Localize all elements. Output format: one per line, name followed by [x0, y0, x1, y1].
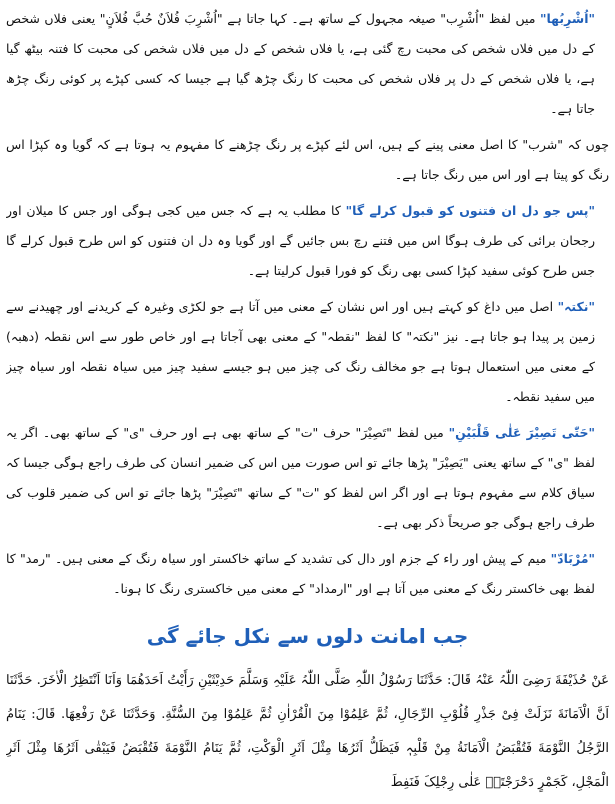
paragraph-text: میں لفظ "اُشْرِب" صیغہ مجہول کے ساتھ ہے۔ کہا جاتا ہے "اُشْرِبَ فُلاَنٌ حُبَّ فُلاَنٍ" یعنی فلاں شخص کے دل میں فلاں شخص کی محبت رچ گئی ہے، یا فلاں شخص کے دل میں فلاں شخص کی محبت کا فتنہ بیٹھ گیا ہے، یا فلاں شخص کے دل پر فلاں شخص کی محبت کا رنگ چڑھ گیا ہے جیسا کہ کسی کپڑے پر کوئی رنگ چڑھ جاتا ہے۔ [6, 11, 595, 116]
paragraph-text: میں لفظ "تَصِیْرَ" حرف "ت" کے ساتھ بھی ہے اور حرف "ی" کے ساتھ بھی۔ اگر یہ لفظ "ی" کے ساتھ یعنی "یَصِیْرَ" پڑھا جائے تو اس صورت میں اس کی ضمیر انسان کی طرف راجع ہوگی جیسا کہ سیاق کلام سے مفہوم ہوتا ہے اور اگر اس لفظ کو "ت" کے ساتھ "تَصِیْرَ" پڑھا جائے تو اس کی ضمیر قلوب کی طرف راجع ہوگی جو صریحاً ذکر بھی ہے۔ [6, 425, 595, 530]
paragraph-text: اصل میں داغ کو کہتے ہیں اور اس نشان کے معنی میں آتا ہے جو لکڑی وغیرہ کے کریدنے اور چھیدنے سے زمین پر پیدا ہو جاتا ہے۔ نیز "نکتہ" کا لفظ "نقطہ" کے معنی بھی آجاتا ہے اور خاص طور سے اس نقطہ (دھبہ) کے معنی میں استعمال ہوتا ہے جو مخالف رنگ کی چیز میں ہو جیسے سفید چیز میں سیاہ نقطہ اور سیاہ چیز میں سفید نقطہ۔ [6, 299, 595, 404]
paragraph-text: کا مطلب یہ ہے کہ جس میں کجی ہوگی اور جس کا میلان اور رجحان برائی کی طرف ہوگا اس میں فتنے رچ بس جائیں گے اور گویا وہ دل ان فتنوں کو اس طرح قبول کرلے گا جس طرح کوئی سفید کپڑا کسی بھی رنگ کو فورا قبول کرلیتا ہے۔ [6, 203, 595, 278]
term-nukta: "نکتہ" [557, 299, 595, 314]
term-tasira: "حَتّٰی تَصِیْرَ عَلٰی قَلْبَیْنِ" [448, 425, 596, 440]
hadith-arabic-text: عَنْ حُذَیْفَةَ رَضِیَ اللّٰہُ عَنْہُ قَالَ: حَدَّثَنَا رَسُوْلُ اللّٰہِ صَلَّی اللّٰہُ عَلَیْہِ وَسَلَّمَ حَدِیْثَیْنِ رَأَیْتُ اَحَدَھُمَا وَاَنَا اَنْتَظِرُ الْاٰخَرَ. حَدَّثَنَا اَنَّ الْاَمَانَةَ نَزَلَتْ فِیْ جَذْرِ قُلُوْبِ الرِّجَالِ، ثُمَّ عَلِمُوْا مِنَ الْقُرْاٰنِ ثُمَّ عَلِمُوْا مِنَ السُّنَّةِ. وَحَدَّثَنَا عَنْ رَفْعِھَا. قَالَ: یَنَامُ الرَّجُلُ النَّوْمَةَ فَتُقْبَضُ الْاَمَانَةُ مِنْ قَلْبِہٖ فَیَظَلُّ اَثَرُھَا مِثْلَ اَثَرِ الْوَکْتِ، ثُمَّ یَنَامُ النَّوْمَةَ فَتُقْبَضُ فَیَبْقٰی اَثَرُھَا مِثْلَ اَثَرِ الْمَجْلِ، کَجَمْرٍ دَحْرَجْتَہٗ عَلٰی رِجْلِکَ فَنَفِطَ [6, 673, 609, 790]
paragraph-text: چوں کہ "شرب" کا اصل معنی پینے کے ہیں، اس لئے کپڑے پر رنگ چڑھنے کا مفہوم یہ ہوتا ہے کہ گویا وہ کپڑا اس رنگ کو پیتا ہے اور اس میں رنگ جاتا ہے۔ [6, 137, 609, 182]
document-page [6, 4, 609, 800]
paragraph-shurb [6, 130, 609, 190]
term-fitan: "پس جو دل ان فتنوں کو قبول کرلے گا" [345, 203, 595, 218]
term-ushribu: "اُشْرِبُھا" [539, 11, 595, 26]
paragraph-ushribu [6, 4, 609, 124]
paragraph-fitan [6, 196, 609, 286]
term-murbadd: "مُرْبَادّ" [550, 551, 595, 566]
paragraph-text: میم کے پیش اور راء کے جزم اور دال کی تشدید کے ساتھ خاکستر اور سیاہ رنگ کے معنی ہیں۔ "رمد" کا لفظ بھی خاکستر رنگ کے معنی میں آتا ہے اور "ارمداد" کے معنی میں خاکستری رنگ کا ہونا۔ [6, 551, 595, 596]
paragraph-murbadd [6, 544, 609, 604]
paragraph-tasira [6, 418, 609, 538]
section-heading: جب امانت دلوں سے نکل جائے گی [146, 624, 469, 648]
paragraph-nukta [6, 292, 609, 412]
